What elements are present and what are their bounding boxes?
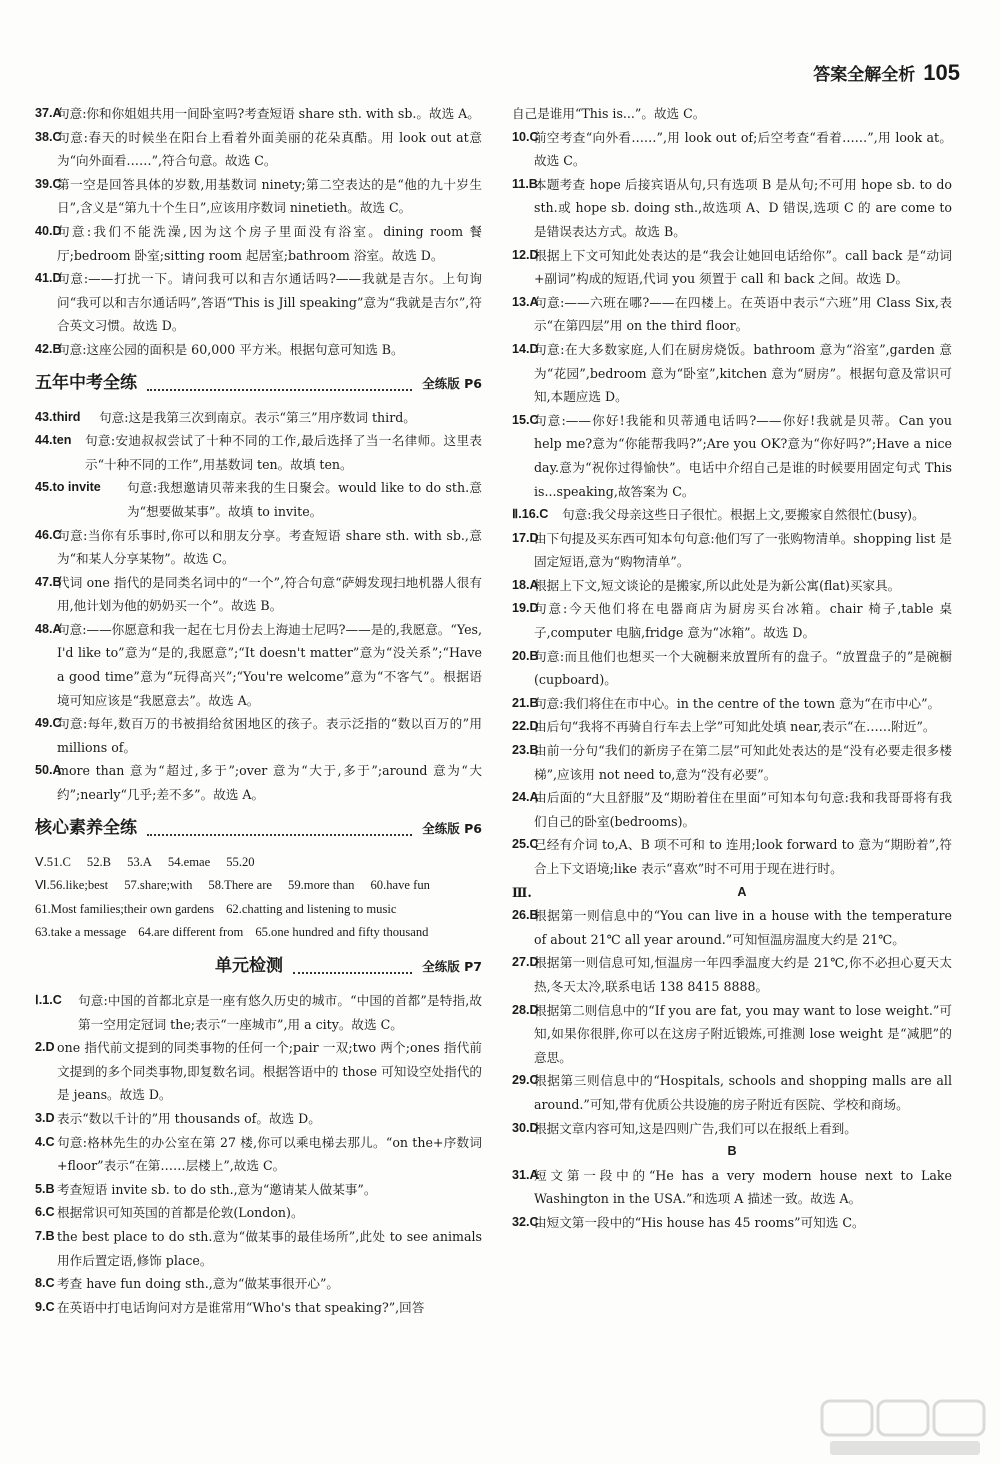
answer-item (512, 574, 952, 598)
answer-explanation: 句意:——你愿意和我一起在七月份去上海迪士尼吗?——是的,我愿意。“Yes, I'd like to”意为“是的,我愿意”;“It doesn't matter”意为“没关系”;“Have a good time”意为“玩得高兴”;“You're welcome”意为“不客气”。根据语境可知应该是“我愿意去”。故选 A。 (57, 621, 482, 708)
answer-explanation: 本题考查 hope 后接宾语从句,只有选项 B 是从句;不可用 hope sb. to do sth.或 hope sb. doing sth.,故选项 A、D 错误,选项 C 的 are come to 是错误表达方式。故选 B。 (534, 176, 952, 239)
answer-number: 43.third (35, 409, 81, 424)
answer-explanation: 由下句提及买东西可知本句句意:他们写了一张购物清单。shopping list 是固定短语,意为“购物清单”。 (534, 530, 952, 570)
section-heading (35, 949, 482, 985)
answer-item (35, 1296, 482, 1320)
answer-item (35, 220, 482, 267)
answer-item (512, 503, 952, 527)
answer-number: 7.B (35, 1228, 55, 1243)
answer-number: 42.B (35, 341, 62, 356)
answer-item (512, 1117, 952, 1141)
answer-explanation: 句意:——你好!我能和贝蒂通电话吗?——你好!我就是贝蒂。Can you help me?意为“你能帮我吗?”;Are you OK?意为“你好吗?”;Have a nice day.意为“祝你过得愉快”。电话中介绍自己是谁的时候要用固定句式 This is...speaking,故答案为 C。 (534, 412, 952, 499)
answer-explanation: 由前一分句“我们的新房子在第二层”可知此处表达的是“没有必要走很多楼梯”,应该用 not need to,意为“没有必要”。 (534, 743, 952, 782)
answer-explanation: 句意:而且他们也想买一个大碗橱来放置所有的盘子。“放置盘子的”是碗橱(cupboard)。 (534, 648, 952, 688)
passage-letter: B (727, 1144, 737, 1159)
answer-item (512, 786, 952, 833)
answer-explanation: 根据第三则信息中的“Hospitals, schools and shopping malls are all around.”可知,带有优质公共设施的房子附近有医院、学校和商场。 (534, 1073, 952, 1112)
answer-number: 9.C (35, 1299, 55, 1314)
answer-explanation: 句意:春天的时候坐在阳台上看着外面美丽的花朵真酷。用 look out at意为“向外面看……”,符合句意。故选 C。 (57, 129, 482, 169)
section-heading (35, 366, 482, 402)
short-answer: Ⅴ.51.C (35, 854, 71, 869)
answer-item (35, 571, 482, 618)
answer-item (35, 1178, 482, 1202)
answer-explanation: 句意:你和你姐姐共用一间卧室吗?考查短语 share sth. with sb.。故选 A。 (57, 106, 480, 121)
section-heading (35, 811, 482, 847)
answer-item (512, 999, 952, 1070)
answer-number: Ⅱ.16.C (512, 507, 549, 522)
answer-number: 14.D (512, 341, 539, 356)
answer-explanation: 句意:当你有乐事时,你可以和朋友分享。考查短语 share sth. with sb.,意为“和某人分享某物”。故选 C。 (57, 527, 482, 567)
answer-item (512, 244, 952, 291)
answer-item (512, 951, 952, 998)
answer-number: 29.C (512, 1073, 539, 1088)
answer-item (35, 476, 482, 523)
answer-item (35, 173, 482, 220)
answer-explanation: 句意:今天他们将在电器商店为厨房买台冰箱。chair 椅子,table 桌子,computer 电脑,fridge 意为“冰箱”。故选 D。 (534, 601, 952, 641)
short-answer: 62.chatting and listening to music (226, 901, 397, 916)
answer-item (512, 833, 952, 880)
answer-item (512, 645, 952, 692)
answer-item (512, 173, 952, 244)
passage-letter: A (737, 884, 747, 899)
answer-explanation: 已经有介词 to,A、B 项不可和 to 连用;look forward to 意为“期盼着”,符合上下文语境;like 表示“喜欢”时不可用于现在进行时。 (534, 837, 952, 876)
answer-item (512, 126, 952, 173)
answer-explanation: the best place to do sth.意为“做某事的最佳场所”,此处 to see animals 用作后置定语,修饰 place。 (57, 1228, 482, 1268)
answer-explanation: 句意:我父母亲这些日子很忙。根据上文,要搬家自然很忙(busy)。 (562, 507, 925, 523)
answer-item (35, 1272, 482, 1296)
answer-explanation: 自己是谁用“This is...”。故选 C。 (512, 106, 706, 121)
answer-number: 47.B (35, 574, 62, 589)
answer-number: 24.A (512, 790, 539, 805)
answer-explanation: 根据上下文,短文谈论的是搬家,所以此处是为新公寓(flat)买家具。 (534, 577, 901, 593)
header-title: 答案全解全析 (813, 65, 916, 85)
answer-item (35, 1201, 482, 1225)
answer-item (512, 338, 952, 409)
answer-number: 40.D (35, 223, 62, 238)
answer-number: 8.C (35, 1276, 55, 1291)
answer-explanation: 根据第一则信息可知,恒温房一年四季温度大约是 21℃,你不必担心夏天太热,冬天太冷,联系电话 138 8415 8888。 (534, 955, 952, 994)
dotted-leader (293, 960, 412, 974)
answer-number: 48.A (35, 621, 62, 636)
answer-explanation: 根据上下文可知此处表达的是“我会让她回电话给你”。call back 是“动词+副词”构成的短语,代词 you 须置于 call 和 back 之间。故选 D。 (534, 247, 952, 287)
answer-item (35, 429, 482, 476)
answer-item (35, 712, 482, 759)
answer-number: 30.D (512, 1120, 539, 1135)
answer-number: 18.A (512, 577, 539, 592)
answer-item (512, 692, 952, 716)
answer-number: 45.to invite (35, 480, 101, 495)
answer-explanation: 句意:我们不能洗澡,因为这个房子里面没有浴室。dining room 餐厅;bedroom 卧室;sitting room 起居室;bathroom 浴室。故选 D。 (57, 223, 482, 263)
answer-explanation: 句意:安迪叔叔尝试了十种不同的工作,最后选择了当一名律师。这里表示“十种不同的工作”,用基数词 ten。故填 ten。 (85, 433, 482, 472)
left-column (35, 102, 482, 1319)
answer-explanation: 第一空是回答具体的岁数,用基数词 ninety;第二空表达的是“他的九十岁生日”,含义是“第九十个生日”,应该用序数词 ninetieth。故选 C。 (57, 176, 482, 216)
answer-number: 13.A (512, 294, 539, 309)
short-answer: 58.There are (208, 878, 273, 893)
short-answer: 65.one hundred and fifty thousand (255, 925, 429, 940)
answer-item (35, 1107, 482, 1131)
answer-list (512, 904, 952, 1140)
short-answer: 54.emae (167, 854, 211, 869)
answer-item (35, 267, 482, 338)
answer-number: 46.C (35, 527, 62, 542)
answer-explanation: 根据第二则信息中的“If you are fat, you may want to lose weight.”可知,如果你很胖,你可以在这房子附近锻炼,可推测 lose weight 是“减肥”的意思。 (534, 1002, 952, 1065)
answer-explanation: 句意:每年,数百万的书被捐给贫困地区的孩子。表示泛指的“数以百万的”用 millions of。 (57, 716, 482, 755)
answer-item (512, 1164, 952, 1211)
short-answer: Ⅵ.56.like;best (35, 878, 109, 893)
page-number: 105 (923, 60, 960, 85)
section-version: 全练版 P6 (422, 820, 482, 836)
section-version: 全练版 P6 (422, 375, 482, 391)
answer-number: 41.D (35, 271, 62, 286)
answer-number: 28.D (512, 1002, 539, 1017)
answer-row (35, 874, 482, 898)
short-answer: 60.have fun (370, 878, 430, 893)
answer-item (35, 1036, 482, 1107)
dotted-leader (147, 377, 412, 391)
watermark-logo (820, 1395, 990, 1459)
answer-list (35, 989, 482, 1319)
answer-number: 12.D (512, 247, 539, 262)
answer-explanation: 句意:这座公园的面积是 60,000 平方米。根据句意可知选 B。 (57, 341, 404, 357)
answer-number: 22.D (512, 719, 539, 734)
answer-number: 17.D (512, 530, 539, 545)
short-answer: 61.Most families;their own gardens (35, 901, 215, 916)
answer-explanation: 句意:中国的首都北京是一座有悠久历史的城市。“中国的首都”是特指,故第一空用定冠词 the;表示“一座城市”,用 a city。故选 C。 (78, 993, 482, 1032)
answer-explanation: one 指代前文提到的同类事物的任何一个;pair 一双;two 两个;ones 指代前文提到的多个同类事物,即复数名词。根据答语中的 those 可知设空处指代的是 jeans。故选 D。 (57, 1040, 482, 1103)
answer-explanation: 表示“数以千计的”用 thousands of。故选 D。 (57, 1110, 321, 1126)
answer-number: 49.C (35, 716, 62, 731)
answer-item (35, 1131, 482, 1178)
answer-explanation: 句意:我们将住在市中心。in the centre of the town 意为“在市中心”。 (534, 695, 941, 711)
short-answer: 55.20 (226, 854, 255, 869)
answer-number: 4.C (35, 1134, 55, 1149)
answer-row (35, 851, 482, 875)
answer-item (512, 102, 952, 126)
answer-item (512, 409, 952, 503)
section-title: 五年中考全练 (35, 372, 137, 393)
answer-item (512, 1211, 952, 1235)
answer-number: 15.C (512, 412, 539, 427)
answer-number: 2.D (35, 1040, 55, 1055)
page-header (813, 60, 960, 86)
short-answer: 64.are different from (138, 925, 244, 940)
answer-item (512, 715, 952, 739)
short-answer: 53.A (127, 854, 152, 869)
answer-item (35, 524, 482, 571)
answer-number: 19.D (512, 601, 539, 616)
answer-explanation: 代词 one 指代的是同类名词中的“一个”,符合句意“萨姆发现扫地机器人很有用,他计划为他的奶奶买一个”。故选 B。 (57, 574, 482, 614)
answer-number: Ⅰ.1.C (35, 993, 62, 1007)
answer-explanation: 句意:——打扰一下。请问我可以和吉尔通话吗?——我就是吉尔。上句询问“我可以和吉尔通话吗”,答语“This is Jill speaking”意为“我就是吉尔”,符合英文习惯。故选 D。 (57, 271, 482, 334)
answer-explanation: more than 意为“超过,多于”;over 意为“大于,多于”;around 意为“大约”;nearly“几乎;差不多”。故选 A。 (57, 763, 482, 803)
answer-explanation: 句意:我想邀请贝蒂来我的生日聚会。would like to do sth.意为“想要做某事”。故填 to invite。 (127, 480, 482, 519)
section-title: 单元检测 (215, 956, 283, 977)
answer-item (35, 989, 482, 1036)
answer-explanation: 根据常识可知英国的首都是伦敦(London)。 (57, 1205, 304, 1221)
section-title: 核心素养全练 (35, 817, 137, 838)
answer-row (35, 898, 482, 922)
answer-number: 44.ten (35, 433, 72, 448)
answer-number: 6.C (35, 1205, 55, 1220)
answer-explanation: 前空考查“向外看……”,用 look out of;后空考查“看着……”,用 look at。故选 C。 (534, 129, 952, 169)
answer-number: 20.B (512, 648, 539, 663)
answer-explanation: 句意:这是我第三次到南京。表示“第三”用序数词 third。 (99, 409, 416, 425)
answer-number: 25.C (512, 837, 539, 852)
section-version: 全练版 P7 (422, 959, 482, 975)
short-answer: 63.take a message (35, 925, 127, 940)
answer-row (35, 921, 482, 945)
answer-number: 50.A (35, 763, 62, 778)
answer-item (512, 1069, 952, 1116)
answer-item (35, 102, 482, 126)
answer-item (512, 904, 952, 951)
answer-explanation: 短文第一段中的“He has a very modern house next to Lake Washington in the USA.”和选项 A 描述一致。故选 A。 (534, 1167, 952, 1207)
answer-number: 5.B (35, 1181, 55, 1196)
answer-number: 32.C (512, 1214, 539, 1229)
answer-explanation: 考查短语 invite sb. to do sth.,意为“邀请某人做某事”。 (57, 1181, 377, 1197)
answer-list (512, 1164, 952, 1235)
answer-number: 26.B (512, 908, 539, 923)
short-answers (35, 851, 482, 945)
answer-list (512, 503, 952, 881)
answer-item (35, 1225, 482, 1272)
answer-number: 27.D (512, 955, 539, 970)
answer-item (512, 739, 952, 786)
answer-item (35, 126, 482, 173)
answer-explanation: 由短文第一段中的“His house has 45 rooms”可知选 C。 (534, 1214, 865, 1230)
answer-number: 21.B (512, 695, 539, 710)
answer-number: 3.D (35, 1110, 55, 1125)
answer-explanation: 由后面的“大且舒服”及“期盼着住在里面”可知本句句意:我和我哥哥将有我们自己的卧室(bedrooms)。 (534, 790, 952, 829)
answer-number: 38.C (35, 129, 62, 144)
answer-list (512, 102, 952, 503)
answer-item (512, 597, 952, 644)
roman-numeral: Ⅲ. (512, 884, 532, 900)
answer-item (512, 291, 952, 338)
answer-number: 37.A (35, 106, 62, 120)
answer-number: 11.B (512, 176, 538, 191)
answer-explanation: 根据第一则信息中的“You can live in a house with the temperature of about 21℃ all year around.”可知恒温房温度大约是 21℃。 (534, 908, 952, 947)
dotted-leader (147, 822, 412, 836)
answer-item (35, 759, 482, 806)
answer-explanation: 考查 have fun doing sth.,意为“做某事很开心”。 (57, 1276, 339, 1292)
answer-explanation: 句意:在大多数家庭,人们在厨房烧饭。bathroom 意为“浴室”,garden 意为“花园”,bedroom 意为“卧室”,kitchen 意为“厨房”。根据句意及常识可知,本题应选 D。 (534, 341, 952, 405)
answer-explanation: 句意:——六班在哪?——在四楼上。在英语中表示“六班”用 Class Six,表示“在第四层”用 on the third floor。 (534, 294, 952, 334)
short-answer: 57.share;with (124, 878, 193, 893)
answer-explanation: 句意:格林先生的办公室在第 27 楼,你可以乘电梯去那儿。“on the+序数词+floor”表示“在第……层楼上”,故选 C。 (57, 1134, 482, 1174)
answer-number: 23.B (512, 743, 539, 758)
answer-explanation: 由后句“我将不再骑自行车去上学”可知此处填 near,表示“在……附近”。 (534, 719, 936, 735)
answer-list (35, 406, 482, 807)
answer-number: 10.C (512, 129, 539, 144)
answer-item (35, 406, 482, 430)
short-answer: 59.more than (288, 878, 355, 893)
part-three-heading (512, 881, 952, 905)
answer-item (35, 618, 482, 712)
answer-explanation: 根据文章内容可知,这是四则广告,我们可以在报纸上看到。 (534, 1120, 857, 1136)
answer-number: 31.A (512, 1167, 539, 1182)
answer-item (35, 338, 482, 362)
right-column (512, 102, 952, 1235)
answer-explanation: 在英语中打电话询问对方是谁常用“Who's that speaking?”,回答 (57, 1299, 425, 1315)
answer-number: 39.C (35, 176, 62, 191)
answer-item (512, 527, 952, 574)
short-answer: 52.B (86, 854, 112, 869)
answer-list (35, 102, 482, 362)
